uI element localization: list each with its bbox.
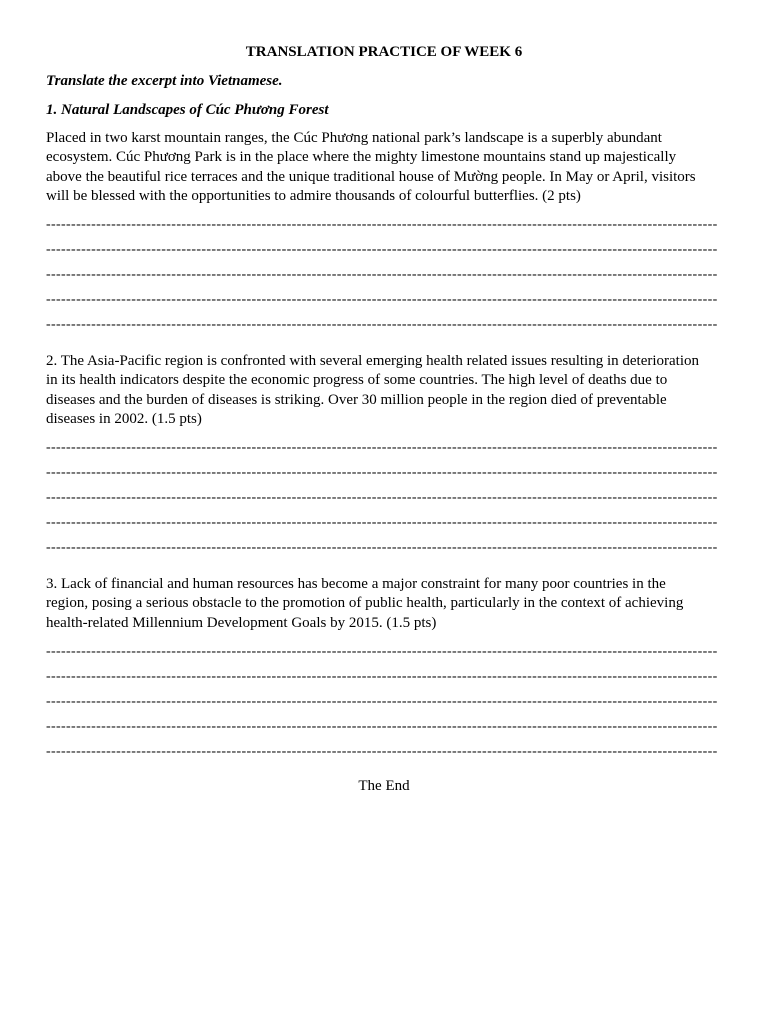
answer-line: -------------------------------------------------------------------------------------------------------------------------------------- [46,465,718,480]
section-2-paragraph [46,352,722,430]
answer-line: -------------------------------------------------------------------------------------------------------------------------------------- [46,317,718,332]
the-end-text: The End [358,778,410,794]
paragraph-line: will be blessed with the opportunities to admire thousands of colourful butterflies. (2 pts) [46,188,581,205]
paragraph-line: ecosystem. Cúc Phương Park is in the place where the mighty limestone mountains stand up majestically [46,149,677,166]
answer-line: -------------------------------------------------------------------------------------------------------------------------------------- [46,644,718,659]
answer-line: -------------------------------------------------------------------------------------------------------------------------------------- [46,217,718,232]
paragraph-line: diseases and the burden of diseases is striking. Over 30 million people in the region died of preventable [46,391,667,408]
instruction-text: Translate the excerpt into Vietnamese. [46,73,283,89]
answer-line: -------------------------------------------------------------------------------------------------------------------------------------- [46,694,718,709]
answer-line: -------------------------------------------------------------------------------------------------------------------------------------- [46,719,718,734]
answer-line: -------------------------------------------------------------------------------------------------------------------------------------- [46,669,718,684]
paragraph-line: in its health indicators despite the economic progress of some countries. The high level of deaths due to [46,372,668,389]
answer-line: -------------------------------------------------------------------------------------------------------------------------------------- [46,744,718,759]
paragraph-line: above the beautiful rice terraces and the unique traditional house of Mường people. In May or April, visitors [46,168,696,185]
paragraph-line: 3. Lack of financial and human resources has become a major constraint for many poor countries in the [46,576,666,592]
answer-line: -------------------------------------------------------------------------------------------------------------------------------------- [46,440,718,455]
paragraph-line: diseases in 2002. (1.5 pts) [46,411,202,428]
paragraph-line: Placed in two karst mountain ranges, the Cúc Phương national park’s landscape is a superbly abundant [46,130,662,146]
answer-lines-section-3 [46,639,722,764]
paragraph-line: health-related Millennium Development Goals by 2015. (1.5 pts) [46,614,437,631]
answer-line: -------------------------------------------------------------------------------------------------------------------------------------- [46,267,718,282]
document-title: TRANSLATION PRACTICE OF WEEK 6 [245,44,523,60]
paragraph-line: 2. The Asia-Pacific region is confronted with several emerging health related issues resulting in deterioration [46,353,700,369]
answer-lines-section-1 [46,212,722,337]
section-1-heading: 1. Natural Landscapes of Cúc Phương Forest [46,102,329,118]
section-3-paragraph [46,575,722,633]
section-1-paragraph [46,129,722,207]
answer-line: -------------------------------------------------------------------------------------------------------------------------------------- [46,540,718,555]
answer-line: -------------------------------------------------------------------------------------------------------------------------------------- [46,242,718,257]
answer-line: -------------------------------------------------------------------------------------------------------------------------------------- [46,490,718,505]
answer-line: -------------------------------------------------------------------------------------------------------------------------------------- [46,515,718,530]
answer-line: -------------------------------------------------------------------------------------------------------------------------------------- [46,292,718,307]
answer-lines-section-2 [46,435,722,560]
paragraph-line: region, posing a serious obstacle to the promotion of public health, particularly in the context of achieving [46,595,684,612]
